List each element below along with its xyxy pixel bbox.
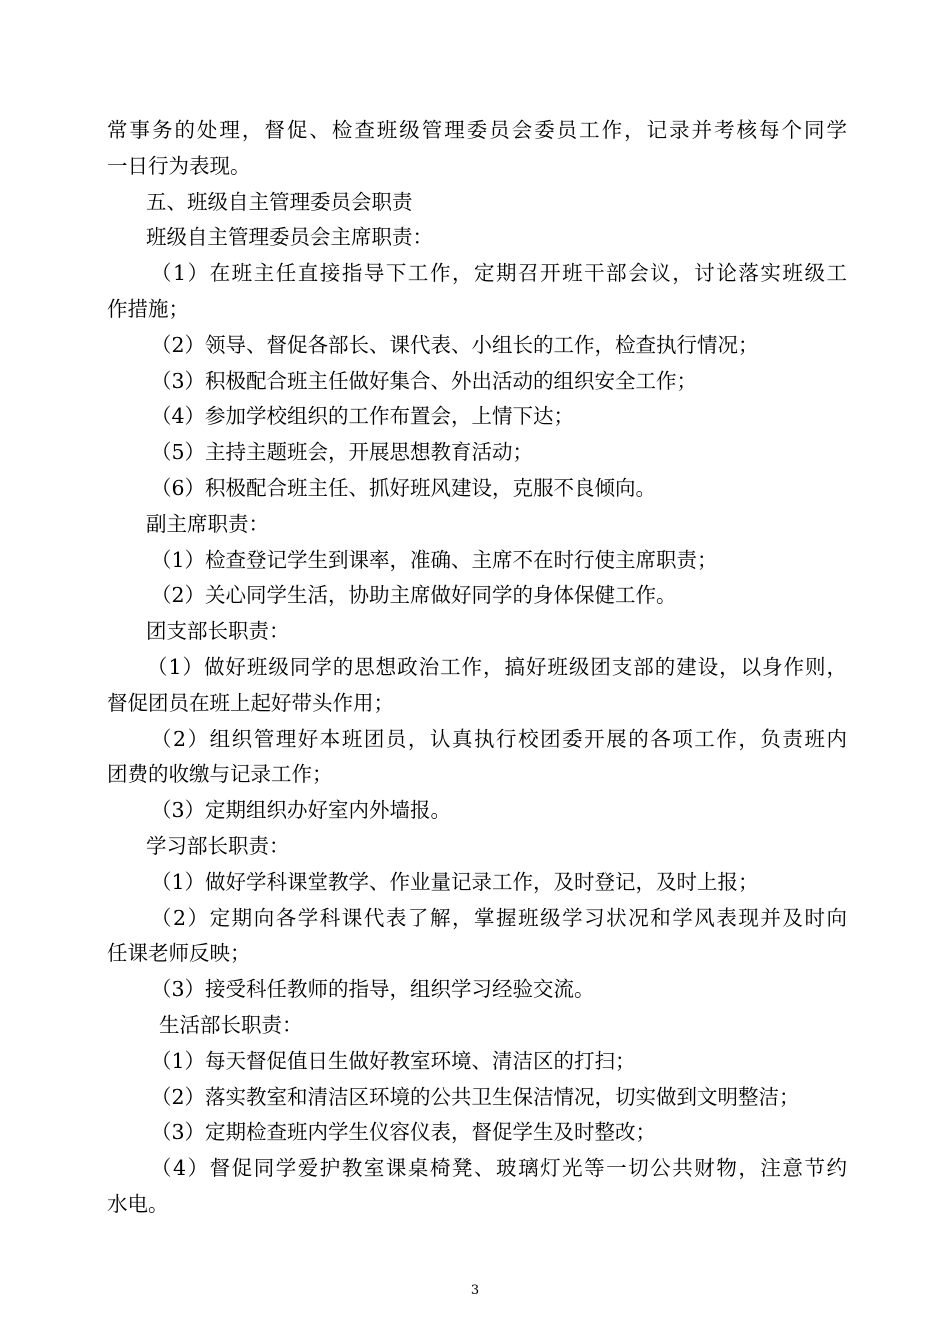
list-item: （1）每天督促值日生做好教室环境、清洁区的打扫； [151, 1048, 636, 1073]
page-number: 3 [470, 1283, 480, 1298]
text-line: 一日行为表现。 [107, 153, 251, 178]
list-item: （2）定期向各学科课代表了解，掌握班级学习状况和学风表现并及时向 [151, 905, 847, 930]
list-item: （1）做好班级同学的思想政治工作，搞好班级团支部的建设，以身作则， [147, 654, 847, 679]
list-item: （1）检查登记学生到课率，准确、主席不在时行使主席职责； [151, 547, 718, 572]
list-item: （2）关心同学生活，协助主席做好同学的身体保健工作。 [151, 583, 677, 608]
text-line: 水电。 [107, 1191, 169, 1216]
subsection-heading: 学习部长职责： [146, 833, 290, 858]
text-line: 作措施； [107, 296, 189, 321]
list-item: （4）参加学校组织的工作布置会，上情下达； [151, 404, 575, 429]
text-line: 任课老师反映； [107, 941, 251, 966]
list-item: （3）定期组织办好室内外墙报。 [151, 798, 452, 823]
list-item: （2）落实教室和清洁区环境的公共卫生保洁情况，切实做到文明整洁； [151, 1084, 800, 1109]
subsection-heading: 班级自主管理委员会主席职责： [146, 225, 433, 250]
list-item: （6）积极配合班主任、抓好班风建设，克服不良倾向。 [151, 475, 657, 500]
list-item: （3）定期检查班内学生仪容仪表，督促学生及时整改； [151, 1120, 657, 1145]
subsection-heading: 生活部长职责： [159, 1012, 303, 1037]
list-item: （2）组织管理好本班团员，认真执行校团委开展的各项工作，负责班内 [151, 726, 847, 751]
section-heading: 五、班级自主管理委员会职责 [146, 189, 413, 214]
list-item: （3）积极配合班主任做好集合、外出活动的组织安全工作； [151, 368, 698, 393]
list-item: （5）主持主题班会，开展思想教育活动； [151, 440, 534, 465]
text-line: 督促团员在班上起好带头作用； [107, 690, 394, 715]
list-item: （1）做好学科课堂教学、作业量记录工作，及时登记，及时上报； [151, 869, 759, 894]
list-item: （4）督促同学爱护教室课桌椅凳、玻璃灯光等一切公共财物，注意节约 [151, 1156, 847, 1181]
list-item: （3）接受科任教师的指导，组织学习经验交流。 [151, 977, 595, 1002]
list-item: （1）在班主任直接指导下工作，定期召开班干部会议，讨论落实班级工 [151, 261, 847, 286]
text-line: 常事务的处理，督促、检查班级管理委员会委员工作，记录并考核每个同学 [107, 118, 847, 142]
subsection-heading: 副主席职责： [146, 511, 269, 536]
subsection-heading: 团支部长职责： [146, 619, 290, 644]
list-item: （2）领导、督促各部长、课代表、小组长的工作，检查执行情况； [151, 332, 759, 357]
text-line: 团费的收缴与记录工作； [107, 762, 333, 787]
document-body [107, 113, 847, 1223]
